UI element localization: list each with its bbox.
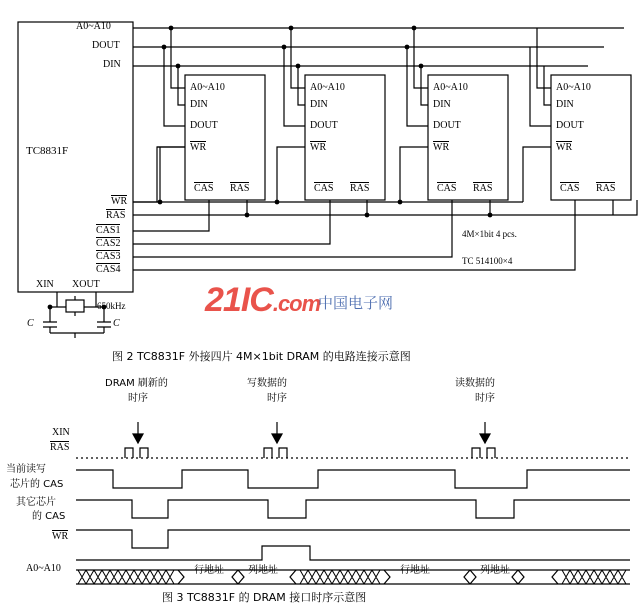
figure3-caption: 图 3 TC8831F 的 DRAM 接口时序示意图 xyxy=(162,591,367,604)
dram1-pin-ras: RAS xyxy=(230,183,250,194)
pin-label-wr: WR xyxy=(111,196,128,207)
signal-label-cas-other-line1: 其它芯片 xyxy=(16,497,56,508)
bus-field-row-1: 行地址 xyxy=(194,565,224,576)
figure2-caption: 图 2 TC8831F 外接四片 4M×1bit DRAM 的电路连接示意图 xyxy=(112,350,411,363)
dram4-pin-ras: RAS xyxy=(596,183,616,194)
dram3-pin-ras: RAS xyxy=(473,183,493,194)
dram1-pin-a0a10: A0~A10 xyxy=(190,82,225,93)
bus-label-dout: DOUT xyxy=(92,40,120,51)
dram4-pin-din: DIN xyxy=(556,99,574,110)
anno-2-line2: 时序 xyxy=(267,393,287,404)
signal-label-wr: WR xyxy=(52,531,69,542)
signal-label-ras: RAS xyxy=(50,442,70,453)
pin-label-cas3: CAS3 xyxy=(96,251,121,262)
osc-label-xout: XOUT xyxy=(72,279,100,290)
osc-label-xin: XIN xyxy=(36,279,54,290)
dram4-pin-wr: WR xyxy=(556,142,573,153)
dram2-pin-wr: WR xyxy=(310,142,327,153)
pin-label-ras: RAS xyxy=(106,210,126,221)
timing-diagram-svg xyxy=(0,370,640,585)
signal-label-a0a10: A0~A10 xyxy=(26,563,61,574)
cap-label-right: C xyxy=(113,318,120,329)
note-line-1: 4M×1bit 4 pcs. xyxy=(462,229,517,239)
anno-3-line1: 读数据的 xyxy=(455,378,495,389)
bus-field-row-2: 行地址 xyxy=(400,565,430,576)
dram1-pin-wr: WR xyxy=(190,142,207,153)
bus-field-col-1: 列地址 xyxy=(248,565,278,576)
main-chip-label: TC8831F xyxy=(26,145,69,157)
dram3-pin-wr: WR xyxy=(433,142,450,153)
signal-label-cas-current-line2: 芯片的 CAS xyxy=(10,479,64,490)
signal-label-cas-current-line1: 当前读写 xyxy=(6,464,46,475)
dram1-pin-din: DIN xyxy=(190,99,208,110)
pin-label-cas4: CAS4 xyxy=(96,264,121,275)
bus-label-din: DIN xyxy=(103,59,121,70)
pin-label-cas1: CAS1 xyxy=(96,225,121,236)
osc-label-freq: 650kHz xyxy=(97,301,126,311)
dram2-pin-cas: CAS xyxy=(314,183,334,194)
pin-label-cas2: CAS2 xyxy=(96,238,121,249)
bus-label-a0a10: A0~A10 xyxy=(76,21,111,32)
dram3-pin-din: DIN xyxy=(433,99,451,110)
dram1-pin-dout: DOUT xyxy=(190,120,218,131)
dram2-pin-ras: RAS xyxy=(350,183,370,194)
dram3-pin-dout: DOUT xyxy=(433,120,461,131)
note-line-2: TC 514100×4 xyxy=(462,256,513,266)
dram3-pin-a0a10: A0~A10 xyxy=(433,82,468,93)
watermark-text: 中国电子网 xyxy=(318,294,394,312)
dram2-pin-din: DIN xyxy=(310,99,328,110)
dram4-pin-a0a10: A0~A10 xyxy=(556,82,591,93)
dram2-pin-a0a10: A0~A10 xyxy=(310,82,345,93)
watermark-logo: 21IC.com xyxy=(205,281,321,319)
dram4-pin-cas: CAS xyxy=(560,183,580,194)
signal-label-cas-other-line2: 的 CAS xyxy=(32,511,66,522)
bus-field-col-2: 列地址 xyxy=(480,565,510,576)
signal-label-xin: XIN xyxy=(52,427,70,438)
anno-2-line1: 写数据的 xyxy=(247,378,287,389)
anno-1-line2: 时序 xyxy=(128,393,148,404)
dram2-pin-dout: DOUT xyxy=(310,120,338,131)
cap-label-left: C xyxy=(27,318,34,329)
dram4-pin-dout: DOUT xyxy=(556,120,584,131)
anno-1-line1: DRAM 刷新的 xyxy=(105,378,168,389)
anno-3-line2: 时序 xyxy=(475,393,495,404)
dram1-pin-cas: CAS xyxy=(194,183,214,194)
dram3-pin-cas: CAS xyxy=(437,183,457,194)
